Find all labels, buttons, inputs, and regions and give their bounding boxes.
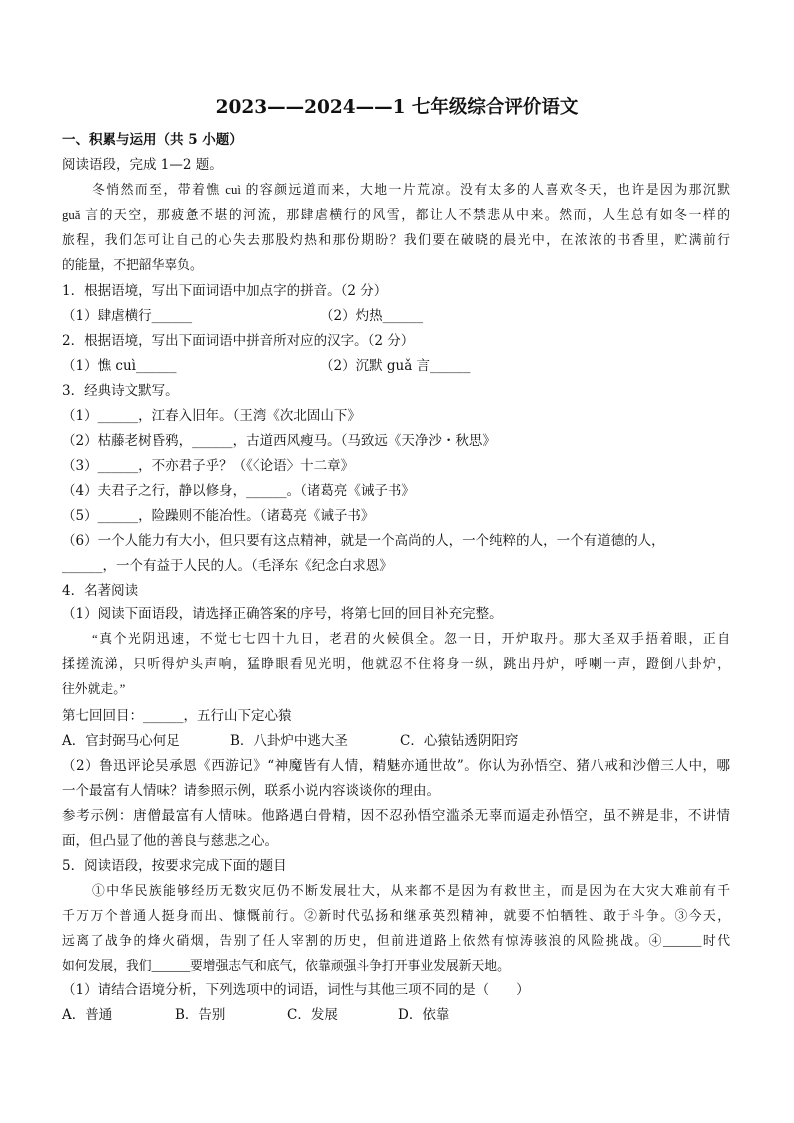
passage2-line: 往外就走。” xyxy=(62,682,126,696)
question-2-item-b: （2）沉默 guǎ 言______ xyxy=(320,358,471,374)
question-3-item: （3）______，不亦君子乎？（《〈论语〉十二章》 xyxy=(62,458,355,474)
question-3-item: （2）枯藤老树昏鸦，______，古道西风瘦马。（马致远《天净沙・秋思》 xyxy=(62,433,496,449)
question-5-option-a: A．普通 xyxy=(62,1007,113,1023)
question-3-item: （5）______，险躁则不能冶性。（诸葛亮《诫子书》 xyxy=(62,508,375,524)
question-4-example: 参考示例：唐僧最富有人情味。他路遇白骨精，因不忍孙悟空滥杀无辜而逼走孙悟空，虽不辨是非，不讲情 xyxy=(62,808,730,824)
question-3-item: （6）一个人能力有大小，但只要有这点精神，就是一个高尚的人，一个纯粹的人，一个有道德的人， xyxy=(62,533,665,549)
question-2-item-a: （1）憔 cuì______ xyxy=(62,358,177,374)
question-3-item: ______，一个有益于人民的人。（毛泽东《纪念白求恩》 xyxy=(62,558,393,574)
passage3-line: 如何发展，我们______要增强志气和底气，依靠顽强斗争打开事业发展新天地。 xyxy=(62,959,510,973)
passage1-line: guǎ 言的天空，那疲惫不堪的河流，那肆虐横行的风雪，都让人不禁悲从中来。然而，人生总有如冬一样的 xyxy=(62,208,730,222)
question-4-example: 面，但凸显了他的善良与慈悲之心。 xyxy=(62,833,278,849)
question-4-option-b: B．八卦炉中逃大圣 xyxy=(230,733,348,749)
question-5-sub1: （1）请结合语境分析，下列选项中的词语，词性与其他三项不同的是（ ） xyxy=(62,982,530,998)
question-4-stem: 4．名著阅读 xyxy=(62,583,139,599)
question-4-sub1: （1）阅读下面语段，请选择正确答案的序号，将第七回的回目补充完整。 xyxy=(62,606,503,622)
question-1-stem: 1．根据语境，写出下面词语中加点字的拼音。（2 分） xyxy=(62,283,388,299)
passage3-line: 远离了战争的烽火硝烟，告别了任人宰割的历史，但前进道路上依然有惊涛骇浪的风险挑战。④______时代 xyxy=(62,934,730,948)
question-1-item-a: （1）肆虐横行______ xyxy=(62,308,193,324)
passage2-line: “真个光阴迅速，不觉七七四十九日，老君的火候俱全。忽一日，开炉取丹。那大圣双手捂着眼，正自 xyxy=(92,632,730,646)
question-4-chapter-title: 第七回回目：______，五行山下定心猿 xyxy=(62,708,292,724)
passage1-line: 冬悄然而至，带着憔 cuì 的容颜远道而来，大地一片荒凉。没有太多的人喜欢冬天，也许是因为那沉默 xyxy=(92,183,730,197)
question-5-stem: 5．阅读语段，按要求完成下面的题目 xyxy=(62,858,287,874)
question-4-option-a: A．官封弼马心何足 xyxy=(62,733,180,749)
passage2-line: 揉搓流涕，只听得炉头声响，猛睁眼看见光明，他就忍不住将身一纵，跳出丹炉，呼喇一声，蹬倒八卦炉， xyxy=(62,657,730,671)
question-4-sub2: （2）鲁迅评论吴承恩《西游记》“神魔皆有人情，精魅亦通世故”。你认为孙悟空、猪八戒和沙僧三人中，哪 xyxy=(62,758,730,774)
passage3-line: ①中华民族能够经历无数灾厄仍不断发展壮大，从来都不是因为有救世主，而是因为在大灾大难前有千 xyxy=(92,884,730,898)
section-heading: 一、积累与运用（共 5 小题） xyxy=(62,132,243,148)
question-5-option-c: C．发展 xyxy=(287,1007,338,1023)
question-5-option-b: B．告别 xyxy=(175,1007,226,1023)
question-1-item-b: （2）灼热______ xyxy=(320,308,424,324)
passage1-line: 的能量，不把韶华辜负。 xyxy=(62,258,203,272)
passage1-line: 旅程，我们怎可让自己的心失去那股灼热和那份期盼？我们要在破晓的晨光中，在浓浓的书香里，贮满前行 xyxy=(62,233,730,247)
question-2-stem: 2．根据语境，写出下面词语中拼音所对应的汉字。（2 分） xyxy=(62,333,415,349)
section-intro: 阅读语段，完成 1—2 题。 xyxy=(62,157,223,173)
page-title: 2023——2024——1 七年级综合评价语文 xyxy=(215,97,579,118)
passage3-line: 千万万个普通人挺身而出、慷慨前行。②新时代弘扬和继承英烈精神，就要不怕牺牲、敢于斗争。③今天， xyxy=(62,909,730,923)
question-3-item: （4）夫君子之行，静以修身，______。（诸葛亮《诫子书》 xyxy=(62,483,415,499)
question-3-stem: 3．经典诗文默写。 xyxy=(62,383,179,399)
question-5-option-d: D．依靠 xyxy=(398,1007,450,1023)
question-4-sub2: 一个最富有人情味？请参照示例，联系小说内容谈谈你的理由。 xyxy=(62,783,440,799)
question-4-option-c: C．心猿钻透阴阳窍 xyxy=(400,733,519,749)
question-3-item: （1）______，江春入旧年。（王湾《次北固山下》 xyxy=(62,408,361,424)
